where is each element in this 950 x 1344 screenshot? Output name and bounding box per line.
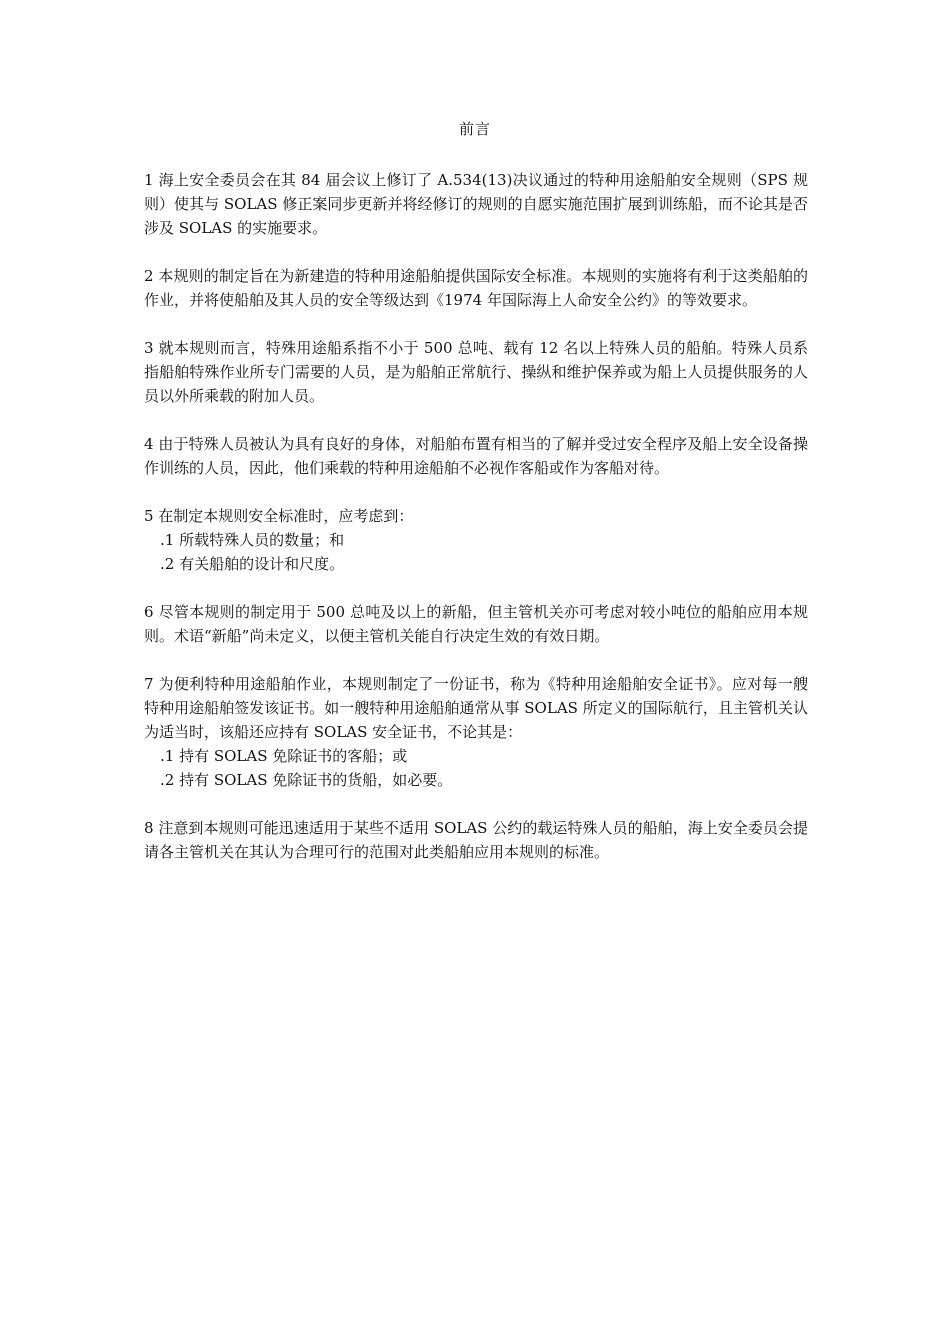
list-item: .1 所载特殊人员的数量；和 (160, 531, 345, 549)
paragraph-text: 6 尽管本规则的制定用于 500 总吨及以上的新船，但主管机关亦可考虑对较小吨位的船舶应用本规则。术语“新船”尚未定义，以便主管机关能自行决定生效的有效日期。 (144, 603, 808, 645)
paragraph-6 (144, 600, 808, 648)
list-item: .1 持有 SOLAS 免除证书的客船；或 (160, 747, 408, 765)
paragraph-1 (144, 168, 808, 240)
paragraph-text: 2 本规则的制定旨在为新建造的特种用途船舶提供国际安全标准。本规则的实施将有利于这类船舶的作业，并将使船舶及其人员的安全等级达到《1974 年国际海上人命安全公约》的等效要求。 (144, 267, 808, 309)
paragraph-text: 8 注意到本规则可能迅速适用于某些不适用 SOLAS 公约的载运特殊人员的船舶，海上安全委员会提请各主管机关在其认为合理可行的范围对此类船舶应用本规则的标准。 (144, 819, 808, 861)
paragraph-text: 4 由于特殊人员被认为具有良好的身体，对船舶布置有相当的了解并受过安全程序及船上安全设备操作训练的人员，因此，他们乘载的特种用途船舶不必视作客船或作为客船对待。 (144, 435, 808, 477)
paragraph-2 (144, 264, 808, 312)
list-item: .2 有关船舶的设计和尺度。 (160, 555, 345, 573)
paragraph-text: 7 为便利特种用途船舶作业，本规则制定了一份证书，称为《特种用途船舶安全证书》。应对每一艘特种用途船舶签发该证书。如一艘特种用途船舶通常从事 SOLAS 所定义的国际航行，且主管机关认为适当时，该船还应持有 SOLAS 安全证书，不论其是： (144, 675, 808, 741)
paragraph-7 (144, 672, 808, 792)
paragraph-4 (144, 432, 808, 480)
paragraph-text: 3 就本规则而言，特殊用途船系指不小于 500 总吨、载有 12 名以上特殊人员的船舶。特殊人员系指船舶特殊作业所专门需要的人员，是为船舶正常航行、操纵和维护保养或为船上人员提供服务的人员以外所乘载的附加人员。 (144, 339, 808, 405)
page-title: 前言 (458, 120, 491, 138)
paragraph-text: 1 海上安全委员会在其 84 届会议上修订了 A.534(13)决议通过的特种用途船舶安全规则（SPS 规则）使其与 SOLAS 修正案同步更新并将经修订的规则的自愿实施范围扩展到训练船，而不论其是否涉及 SOLAS 的实施要求。 (144, 171, 808, 237)
list-item: .2 持有 SOLAS 免除证书的货船，如必要。 (160, 771, 453, 789)
paragraph-5 (144, 504, 808, 576)
paragraph-text: 5 在制定本规则安全标准时，应考虑到： (144, 507, 414, 525)
paragraph-3 (144, 336, 808, 408)
document-body (144, 168, 808, 888)
paragraph-8 (144, 816, 808, 864)
